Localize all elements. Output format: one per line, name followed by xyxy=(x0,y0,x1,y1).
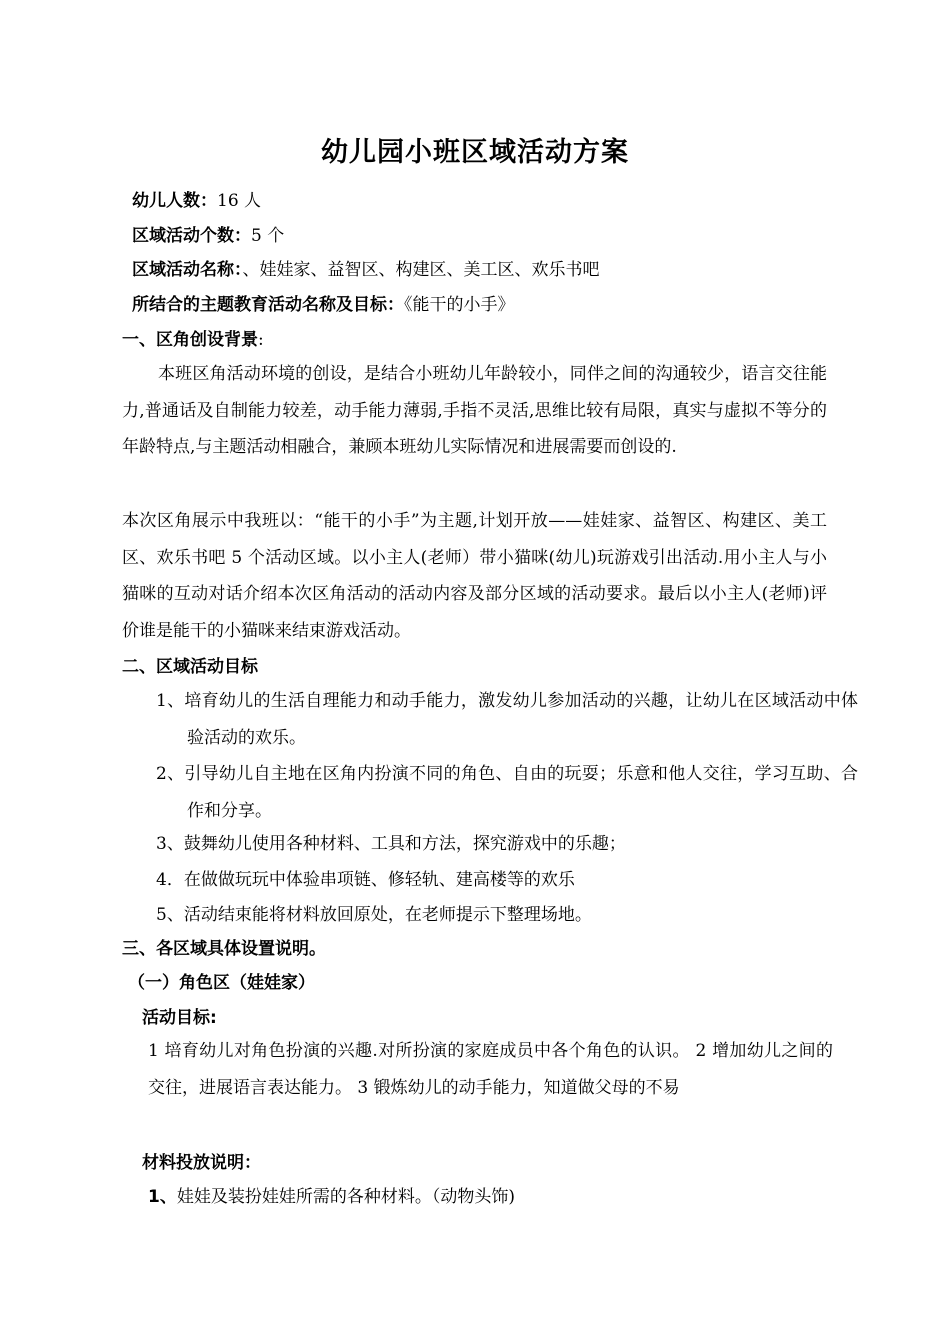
goal-item-2: 2、引导幼儿自主地在区角内扮演不同的角色、自由的玩耍；乐意和他人交往，学习互助、合作和分享。 xyxy=(156,764,858,821)
goal-item-4: 4．在做做玩玩中体验串项链、修轻轨、建高楼等的欢乐 xyxy=(156,870,575,890)
material-item-1 xyxy=(148,1186,515,1208)
area-names-line xyxy=(132,259,600,281)
theme-line xyxy=(132,294,515,316)
area-count-value: 5 个 xyxy=(251,226,285,246)
section3-heading: 三、各区域具体设置说明。 xyxy=(122,939,326,959)
child-count-value: 16 人 xyxy=(217,191,262,211)
child-count-label: 幼儿人数： xyxy=(132,191,217,211)
area-count-label: 区域活动个数： xyxy=(132,226,251,246)
section1-heading xyxy=(122,329,264,351)
page-title: 幼儿园小班区域活动方案 xyxy=(321,137,629,168)
section1-heading-suffix: : xyxy=(258,330,264,350)
goal-item-5: 5、活动结束能将材料放回原处，在老师提示下整理场地。 xyxy=(156,905,592,925)
child-count-line xyxy=(132,190,261,212)
area-count-line xyxy=(132,225,284,247)
material-item-number: 1、 xyxy=(148,1187,177,1207)
material-item-text: 娃娃及装扮娃娃所需的各种材料。（动物头饰) xyxy=(176,1187,515,1207)
section1-heading-text: 一、区角创设背景 xyxy=(122,330,258,350)
goal-item-3: 3、鼓舞幼儿使用各种材料、工具和方法，探究游戏中的乐趣； xyxy=(156,834,626,854)
role-area-heading: （一）角色区（娃娃家） xyxy=(128,973,315,993)
activity-goal-text: 1 培育幼儿对角色扮演的兴趣.对所扮演的家庭成员中各个角色的认识。 2 增加幼儿之间的交往，进展语言表达能力。 3 锻炼幼儿的动手能力，知道做父母的不易 xyxy=(148,1041,833,1098)
background-paragraph-1: 本班区角活动环境的创设，是结合小班幼儿年龄较小，同伴之间的沟通较少，语言交往能力,普通话及自制能力较差，动手能力薄弱,手指不灵活,思维比较有局限，真实与虚拟不等分的年龄特点,与主题活动相融合，兼顾本班幼儿实际情况和进展需要而创设的. xyxy=(122,364,827,457)
material-label: 材料投放说明： xyxy=(142,1153,261,1173)
area-names-label: 区域活动名称： xyxy=(132,260,243,280)
theme-label: 所结合的主题教育活动名称及目标： xyxy=(132,295,404,315)
background-paragraph-2: 本次区角展示中我班以：“能干的小手”为主题,计划开放——娃娃家、益智区、构建区、美工区、欢乐书吧 5 个活动区域。以小主人(老师）带小猫咪(幼儿)玩游戏引出活动.用小主人与小猫咪的互动对话介绍本次区角活动的活动内容及部分区域的活动要求。最后以小主人(老师)评价谁是能干的小猫咪来结束游戏活动。 xyxy=(122,511,827,641)
section2-heading: 二、区域活动目标 xyxy=(122,657,258,677)
theme-value: 《能干的小手》 xyxy=(404,295,515,315)
area-names-value: 、娃娃家、益智区、构建区、美工区、欢乐书吧 xyxy=(242,260,600,280)
goal-item-1: 1、培育幼儿的生活自理能力和动手能力，激发幼儿参加活动的兴趣，让幼儿在区域活动中体验活动的欢乐。 xyxy=(156,691,858,748)
activity-goal-label: 活动目标: xyxy=(142,1008,217,1028)
